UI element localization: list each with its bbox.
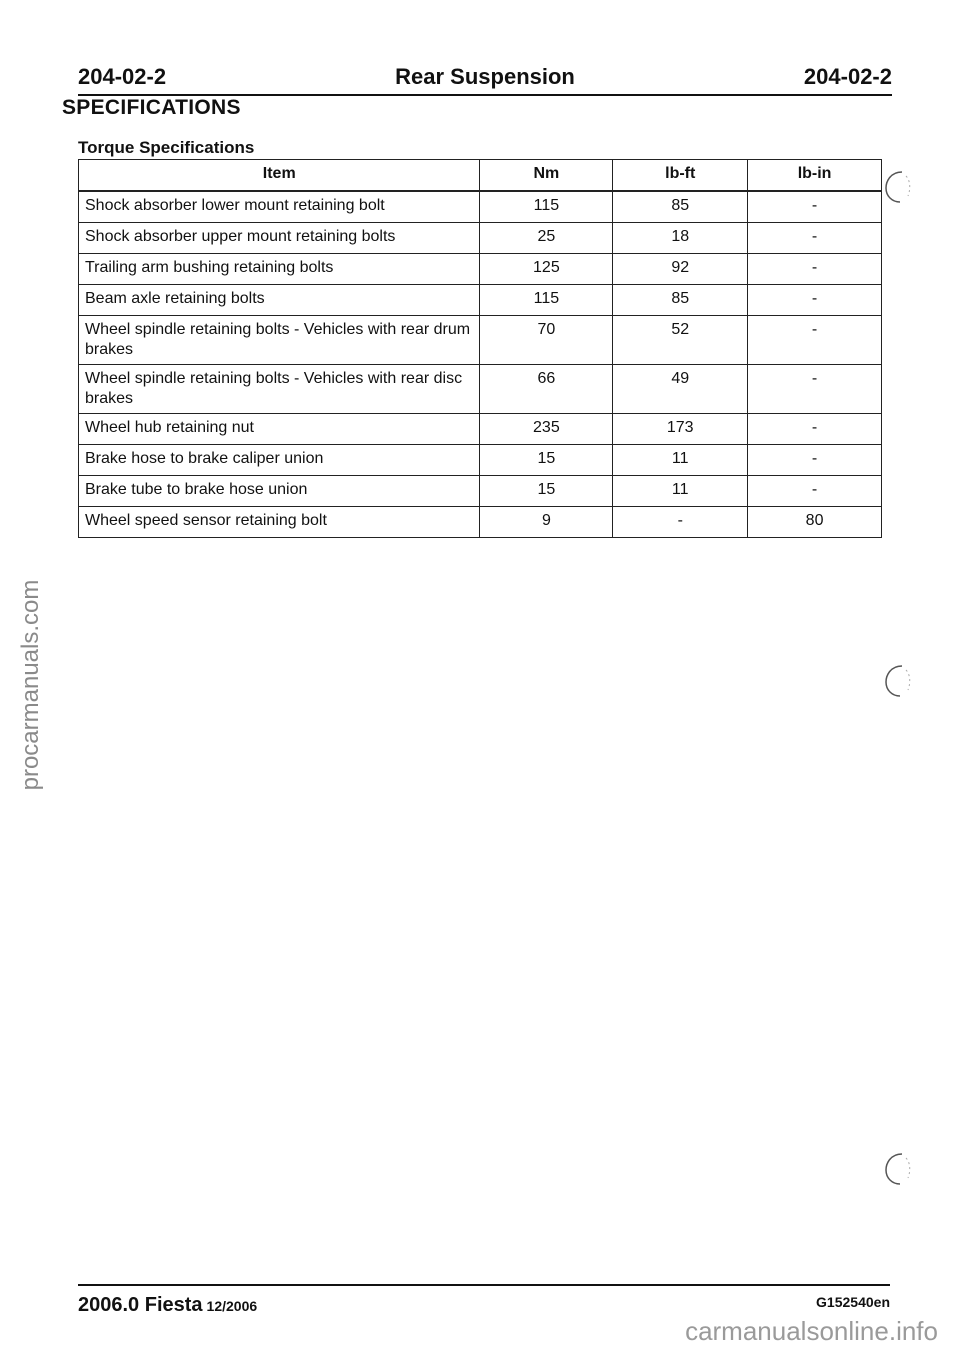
cell-lbft: 18: [613, 223, 748, 254]
footer-edition: [78, 1294, 257, 1317]
cell-nm: 25: [480, 223, 613, 254]
cell-nm: 15: [480, 445, 613, 476]
cell-lbft: 85: [613, 191, 748, 223]
column-header-lbft: lb-ft: [613, 160, 748, 192]
binder-hole-icon: [880, 168, 916, 208]
cell-lbin: -: [748, 285, 882, 316]
table-row: [79, 254, 882, 285]
table-row: [79, 191, 882, 223]
column-header-nm: Nm: [480, 160, 613, 192]
cell-lbin: -: [748, 191, 882, 223]
footer-doc-code: G152540en: [816, 1294, 890, 1310]
side-watermark: [14, 565, 48, 805]
footer-model: 2006.0 Fiesta: [78, 1294, 203, 1316]
cell-lbin: -: [748, 445, 882, 476]
column-header-item: Item: [79, 160, 480, 192]
table-row: [79, 507, 882, 538]
table-row: [79, 223, 882, 254]
cell-lbft: 49: [613, 365, 748, 414]
cell-lbin: 80: [748, 507, 882, 538]
cell-lbft: 52: [613, 316, 748, 365]
bottom-watermark: carmanualsonline.info: [685, 1316, 938, 1346]
column-header-lbin: lb-in: [748, 160, 882, 192]
cell-item: Beam axle retaining bolts: [79, 285, 480, 316]
cell-item: Shock absorber lower mount retaining bolt: [79, 191, 480, 223]
page-header: [78, 62, 892, 96]
cell-item: Wheel spindle retaining bolts - Vehicles with rear disc brakes: [79, 365, 480, 414]
table-row: [79, 414, 882, 445]
cell-nm: 70: [480, 316, 613, 365]
cell-item: Trailing arm bushing retaining bolts: [79, 254, 480, 285]
cell-lbin: -: [748, 414, 882, 445]
cell-item: Wheel spindle retaining bolts - Vehicles with rear drum brakes: [79, 316, 480, 365]
table-header-row: [79, 160, 882, 192]
cell-item: Wheel speed sensor retaining bolt: [79, 507, 480, 538]
cell-lbin: -: [748, 316, 882, 365]
header-page-number-left: 204-02-2: [78, 64, 167, 89]
cell-nm: 115: [480, 191, 613, 223]
cell-item: Shock absorber upper mount retaining bolts: [79, 223, 480, 254]
cell-lbft: 92: [613, 254, 748, 285]
cell-nm: 115: [480, 285, 613, 316]
cell-lbft: -: [613, 507, 748, 538]
torque-spec-table: [78, 159, 882, 538]
cell-lbft: 173: [613, 414, 748, 445]
page-footer: [78, 1284, 890, 1316]
cell-nm: 125: [480, 254, 613, 285]
cell-lbin: -: [748, 254, 882, 285]
table-row: [79, 445, 882, 476]
side-watermark-text: procarmanuals.com: [17, 579, 44, 791]
cell-item: Brake hose to brake caliper union: [79, 445, 480, 476]
section-title: SPECIFICATIONS: [62, 96, 241, 119]
header-section-title: Rear Suspension: [395, 64, 575, 89]
cell-lbft: 11: [613, 476, 748, 507]
footer-date: 12/2006: [206, 1298, 258, 1314]
table-row: [79, 365, 882, 414]
cell-item: Wheel hub retaining nut: [79, 414, 480, 445]
header-page-number-right: 204-02-2: [803, 64, 892, 89]
cell-lbin: -: [748, 365, 882, 414]
cell-nm: 9: [480, 507, 613, 538]
cell-nm: 235: [480, 414, 613, 445]
binder-hole-icon: [880, 1150, 916, 1190]
cell-lbft: 85: [613, 285, 748, 316]
cell-nm: 66: [480, 365, 613, 414]
cell-nm: 15: [480, 476, 613, 507]
cell-lbin: -: [748, 223, 882, 254]
cell-lbin: -: [748, 476, 882, 507]
cell-lbft: 11: [613, 445, 748, 476]
subsection-title: Torque Specifications: [78, 138, 255, 157]
table-row: [79, 316, 882, 365]
table-row: [79, 476, 882, 507]
binder-hole-icon: [880, 662, 916, 702]
cell-item: Brake tube to brake hose union: [79, 476, 480, 507]
table-row: [79, 285, 882, 316]
